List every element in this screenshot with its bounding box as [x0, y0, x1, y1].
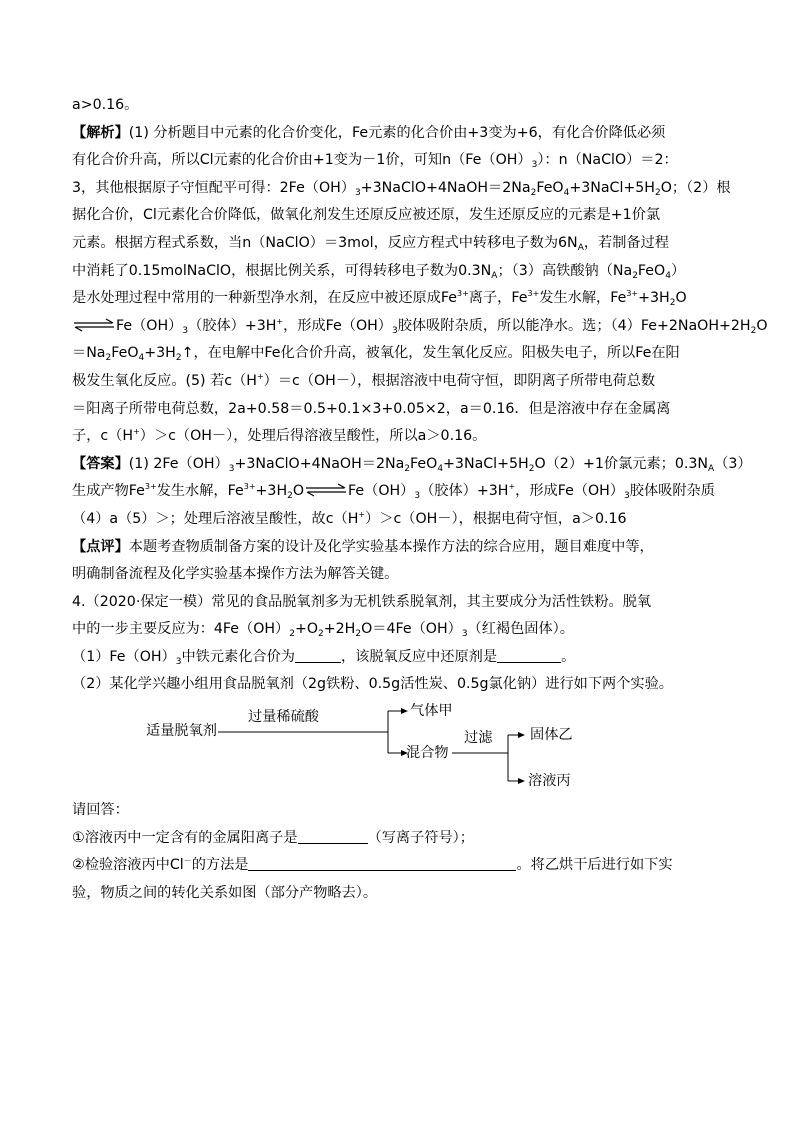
subquestion-line: $(1)Fe(OH)_3$中铁元素化合价为 ，该脱氧反应中还原剂是 。	[72, 644, 726, 672]
text-line: 生成产物$Fe^{3+}$发生水解，$Fe^{3+}+3H_2O$ $Fe(OH)_3$（胶体）+3H+，形成$Fe(OH)_3$胶体吸附杂质	[72, 482, 715, 502]
answer-blank[interactable]	[497, 646, 561, 663]
text-line: 请回答：	[72, 802, 129, 819]
analysis-tag: 【解析】	[72, 124, 129, 141]
subquestion-line: （2）某化学兴趣小组用食品脱氧剂（2g铁粉、0.5g活性炭、0.5g氯化钠）进行如下两个实验。	[72, 676, 673, 693]
text-line: 极发生氧化反应。(5) 若c（H+）＝c（OH－），根据溶液中电荷守恒，即阴离子所带电荷总数	[72, 371, 656, 389]
filter-step-label: 过滤	[464, 730, 493, 747]
reagent-label: 过量稀硫酸	[248, 709, 319, 726]
mixture-label: 混合物	[406, 745, 449, 762]
text-line: 有化合价升高，所以Cl元素的化合价由+1变为－1价，可知$n(Fe(OH)_3)$：n（NaClO）＝2：	[72, 152, 678, 171]
equilibrium-arrow-icon	[304, 483, 348, 497]
comment-line: 【点评】本题考查物质制备方案的设计及化学实验基本操作方法的综合应用，题目难度中等，	[72, 538, 654, 555]
comment-tag: 【点评】	[72, 538, 129, 555]
subquestion-line: ①溶液丙中一定含有的金属阳离子是 （写离子符号）；	[72, 825, 726, 853]
text-line: a>0.16。	[72, 97, 139, 113]
gas-product-label: 气体甲	[410, 703, 453, 720]
text-line: $=Na_2FeO_4+3H_2↑$，在电解中Fe化合价升高，被氧化，发生氧化反应。阳极失电子，所以Fe在阳	[72, 345, 680, 364]
answer-blank[interactable]	[248, 854, 516, 871]
answer-line: 【答案】(1) $2Fe(OH)_3+3NaClO+4NaOH=2Na_2FeO_4+3NaCl+5H_2O(2)+1$价氯元素；$0.3N_A(3)$	[72, 455, 752, 474]
analysis-line: 【解析】(1) 分析题目中元素的化合价变化，Fe元素的化合价由+3变为+6，有化合价降低必须	[72, 124, 666, 141]
start-material-label: 适量脱氧剂	[146, 723, 217, 740]
subquestion-line: ②检验溶液丙中Cl－的方法是 。将乙烘干后进行如下实	[72, 856, 673, 874]
text-line: 3，其他根据原子守恒配平可得：$2Fe(OH)_3+3NaClO+4NaOH=2Na_2FeO_4+3NaCl+5H_2O$；（2）根	[72, 179, 731, 198]
solution-product-label: 溶液丙	[528, 773, 571, 790]
flow-diagram	[72, 705, 726, 793]
solid-product-label: 固体乙	[530, 727, 573, 744]
text-line: 明确制备流程及化学实验基本操作方法为解答关键。	[72, 566, 399, 583]
answer-tag: 【答案】	[72, 455, 129, 472]
text-line: $Fe(OH)_3$（胶体）+3H+，形成$Fe(OH)_3$胶体吸附杂质，所以能净水。选；$(4)Fe+2NaOH+2H_2O$	[72, 313, 726, 341]
text-line: 子，c（H+）＞c（OH－），处理后得溶液呈酸性，所以a＞0.16。	[72, 427, 487, 445]
answer-blank[interactable]	[295, 646, 341, 663]
document-body	[72, 92, 768, 907]
equilibrium-arrow-icon	[72, 318, 116, 332]
text-line: 据化合价，Cl元素化合价降低，做氧化剂发生还原反应被还原，发生还原反应的元素是+1价氯	[72, 207, 661, 224]
text-line: 验，物质之间的转化关系如图（部分产物略去）。	[72, 884, 378, 901]
text-line: 中消耗了0.15molNaClO，根据比例关系，可得转移电子数为$0.3N_A$；（3）高铁酸钠$(Na_2FeO_4)$	[72, 262, 686, 281]
question-line: 4.（2020·保定一模）常见的食品脱氧剂多为无机铁系脱氧剂，其主要成分为活性铁粉。脱氧	[72, 593, 652, 610]
answer-blank[interactable]	[298, 827, 368, 844]
text-line: ＝阳离子所带电荷总数，2a+0.58＝0.5+0.1×3+0.05×2，a＝0.16．但是溶液中存在金属离	[72, 400, 671, 417]
text-line: 是水处理过程中常用的一种新型净水剂，在反应中被还原成$Fe^{3+}$离子，$Fe^{3+}$发生水解，$Fe^{3+}+3H_2O$	[72, 289, 687, 309]
text-line: 元素。根据方程式系数，当n（NaClO）＝3mol，反应方程式中转移电子数为$6N_A$，若制备过程	[72, 234, 669, 253]
text-line: 中的一步主要反应为：$4Fe(OH)_2+O_2+2H_2O=4Fe(OH)_3$（红褐色固体）。	[72, 621, 574, 640]
text-line: （4）a（5）＞；处理后溶液呈酸性，故c（H+）＞c（OH－），根据电荷守恒，a＞0.16	[72, 509, 627, 527]
flow-diagram-lines	[72, 705, 726, 793]
